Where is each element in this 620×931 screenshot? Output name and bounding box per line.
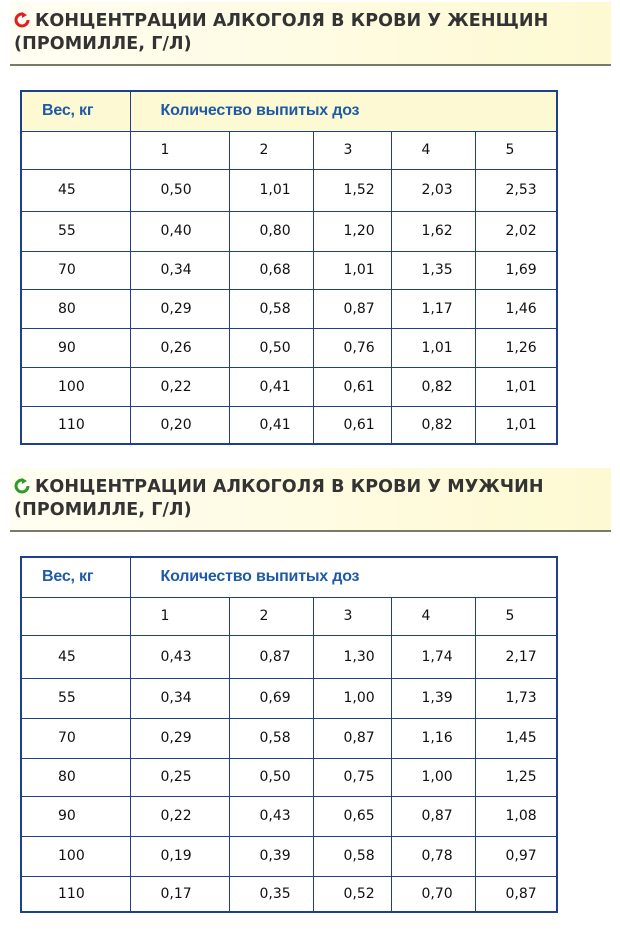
- dose-number-cell: 2: [229, 597, 313, 635]
- value-cell: 0,97: [475, 836, 557, 876]
- table-row: [21, 718, 557, 758]
- table-row: [21, 289, 557, 328]
- table-header-row: [21, 91, 557, 131]
- value-cell: 1,01: [475, 367, 557, 406]
- weight-cell: 100: [21, 367, 130, 406]
- weight-cell: 80: [21, 289, 130, 328]
- dose-number-row: [21, 131, 557, 169]
- green-curved-arrow-icon: [14, 478, 32, 494]
- value-cell: 0,50: [130, 169, 229, 211]
- dose-number-cell: 4: [391, 597, 475, 635]
- dose-number-cell: 3: [313, 597, 391, 635]
- weight-cell: 110: [21, 876, 130, 912]
- women-section-header: [10, 2, 611, 66]
- value-cell: 0,41: [229, 367, 313, 406]
- value-cell: 1,25: [475, 758, 557, 796]
- value-cell: 1,01: [391, 328, 475, 367]
- value-cell: 1,30: [313, 635, 391, 678]
- value-cell: 0,61: [313, 367, 391, 406]
- value-cell: 0,39: [229, 836, 313, 876]
- doses-column-header: Количество выпитых доз: [130, 557, 557, 597]
- weight-cell: 45: [21, 635, 130, 678]
- table-row: [21, 169, 557, 211]
- value-cell: 1,00: [391, 758, 475, 796]
- value-cell: 0,80: [229, 211, 313, 251]
- value-cell: 1,00: [313, 678, 391, 718]
- value-cell: 0,50: [229, 328, 313, 367]
- dose-number-cell: 3: [313, 131, 391, 169]
- women-title-line2: (ПРОМИЛЛЕ, Г/Л): [14, 34, 192, 54]
- value-cell: 0,65: [313, 796, 391, 836]
- value-cell: 0,50: [229, 758, 313, 796]
- value-cell: 2,53: [475, 169, 557, 211]
- weight-cell: 70: [21, 251, 130, 289]
- table-row: [21, 367, 557, 406]
- table-header-row: [21, 557, 557, 597]
- table-row: [21, 211, 557, 251]
- value-cell: 1,39: [391, 678, 475, 718]
- men-title-line2: (ПРОМИЛЛЕ, Г/Л): [14, 500, 192, 520]
- value-cell: 0,29: [130, 718, 229, 758]
- women-concentration-table: [20, 90, 558, 445]
- value-cell: 1,35: [391, 251, 475, 289]
- value-cell: 0,87: [475, 876, 557, 912]
- red-curved-arrow-icon: [14, 12, 32, 28]
- dose-number-cell: 2: [229, 131, 313, 169]
- value-cell: 1,08: [475, 796, 557, 836]
- value-cell: 2,02: [475, 211, 557, 251]
- men-title-line1: КОНЦЕНТРАЦИИ АЛКОГОЛЯ В КРОВИ У МУЖЧИН: [35, 477, 544, 497]
- value-cell: 0,26: [130, 328, 229, 367]
- weight-cell: 90: [21, 328, 130, 367]
- table-row: [21, 876, 557, 912]
- value-cell: 0,35: [229, 876, 313, 912]
- value-cell: 1,62: [391, 211, 475, 251]
- blank-cell: [21, 131, 130, 169]
- value-cell: 1,01: [313, 251, 391, 289]
- value-cell: 0,22: [130, 796, 229, 836]
- weight-cell: 55: [21, 211, 130, 251]
- value-cell: 0,68: [229, 251, 313, 289]
- value-cell: 0,82: [391, 406, 475, 444]
- value-cell: 0,87: [229, 635, 313, 678]
- value-cell: 0,61: [313, 406, 391, 444]
- value-cell: 1,01: [229, 169, 313, 211]
- weight-cell: 45: [21, 169, 130, 211]
- value-cell: 1,16: [391, 718, 475, 758]
- value-cell: 0,78: [391, 836, 475, 876]
- dose-number-cell: 1: [130, 597, 229, 635]
- value-cell: 1,01: [475, 406, 557, 444]
- value-cell: 0,69: [229, 678, 313, 718]
- value-cell: 0,82: [391, 367, 475, 406]
- dose-number-row: [21, 597, 557, 635]
- value-cell: 1,26: [475, 328, 557, 367]
- value-cell: 0,43: [130, 635, 229, 678]
- value-cell: 0,25: [130, 758, 229, 796]
- dose-number-cell: 4: [391, 131, 475, 169]
- value-cell: 0,17: [130, 876, 229, 912]
- weight-cell: 90: [21, 796, 130, 836]
- table-row: [21, 251, 557, 289]
- dose-number-cell: 5: [475, 597, 557, 635]
- weight-cell: 70: [21, 718, 130, 758]
- weight-cell: 110: [21, 406, 130, 444]
- table-row: [21, 328, 557, 367]
- value-cell: 0,58: [313, 836, 391, 876]
- table-row: [21, 836, 557, 876]
- value-cell: 0,70: [391, 876, 475, 912]
- value-cell: 1,46: [475, 289, 557, 328]
- value-cell: 1,45: [475, 718, 557, 758]
- value-cell: 0,87: [313, 289, 391, 328]
- value-cell: 1,74: [391, 635, 475, 678]
- weight-cell: 80: [21, 758, 130, 796]
- men-section-header: [10, 468, 611, 532]
- value-cell: 0,41: [229, 406, 313, 444]
- value-cell: 0,43: [229, 796, 313, 836]
- weight-cell: 100: [21, 836, 130, 876]
- table-row: [21, 758, 557, 796]
- value-cell: 1,17: [391, 289, 475, 328]
- value-cell: 0,58: [229, 289, 313, 328]
- value-cell: 0,58: [229, 718, 313, 758]
- weight-column-header: Вес, кг: [21, 557, 130, 597]
- value-cell: 0,87: [313, 718, 391, 758]
- value-cell: 0,76: [313, 328, 391, 367]
- value-cell: 1,20: [313, 211, 391, 251]
- men-concentration-table: [20, 556, 558, 913]
- value-cell: 0,29: [130, 289, 229, 328]
- value-cell: 0,22: [130, 367, 229, 406]
- women-section-title: [14, 10, 605, 56]
- table-row: [21, 796, 557, 836]
- women-title-line1: КОНЦЕНТРАЦИИ АЛКОГОЛЯ В КРОВИ У ЖЕНЩИН: [35, 11, 549, 31]
- doses-column-header: Количество выпитых доз: [130, 91, 557, 131]
- table-row: [21, 406, 557, 444]
- value-cell: 2,17: [475, 635, 557, 678]
- men-section-title: [14, 476, 605, 522]
- value-cell: 0,20: [130, 406, 229, 444]
- dose-number-cell: 5: [475, 131, 557, 169]
- value-cell: 0,75: [313, 758, 391, 796]
- value-cell: 0,87: [391, 796, 475, 836]
- weight-cell: 55: [21, 678, 130, 718]
- table-row: [21, 635, 557, 678]
- blank-cell: [21, 597, 130, 635]
- value-cell: 0,40: [130, 211, 229, 251]
- value-cell: 0,19: [130, 836, 229, 876]
- value-cell: 2,03: [391, 169, 475, 211]
- value-cell: 0,52: [313, 876, 391, 912]
- value-cell: 0,34: [130, 251, 229, 289]
- table-row: [21, 678, 557, 718]
- weight-column-header: Вес, кг: [21, 91, 130, 131]
- value-cell: 1,73: [475, 678, 557, 718]
- value-cell: 1,69: [475, 251, 557, 289]
- value-cell: 1,52: [313, 169, 391, 211]
- value-cell: 0,34: [130, 678, 229, 718]
- dose-number-cell: 1: [130, 131, 229, 169]
